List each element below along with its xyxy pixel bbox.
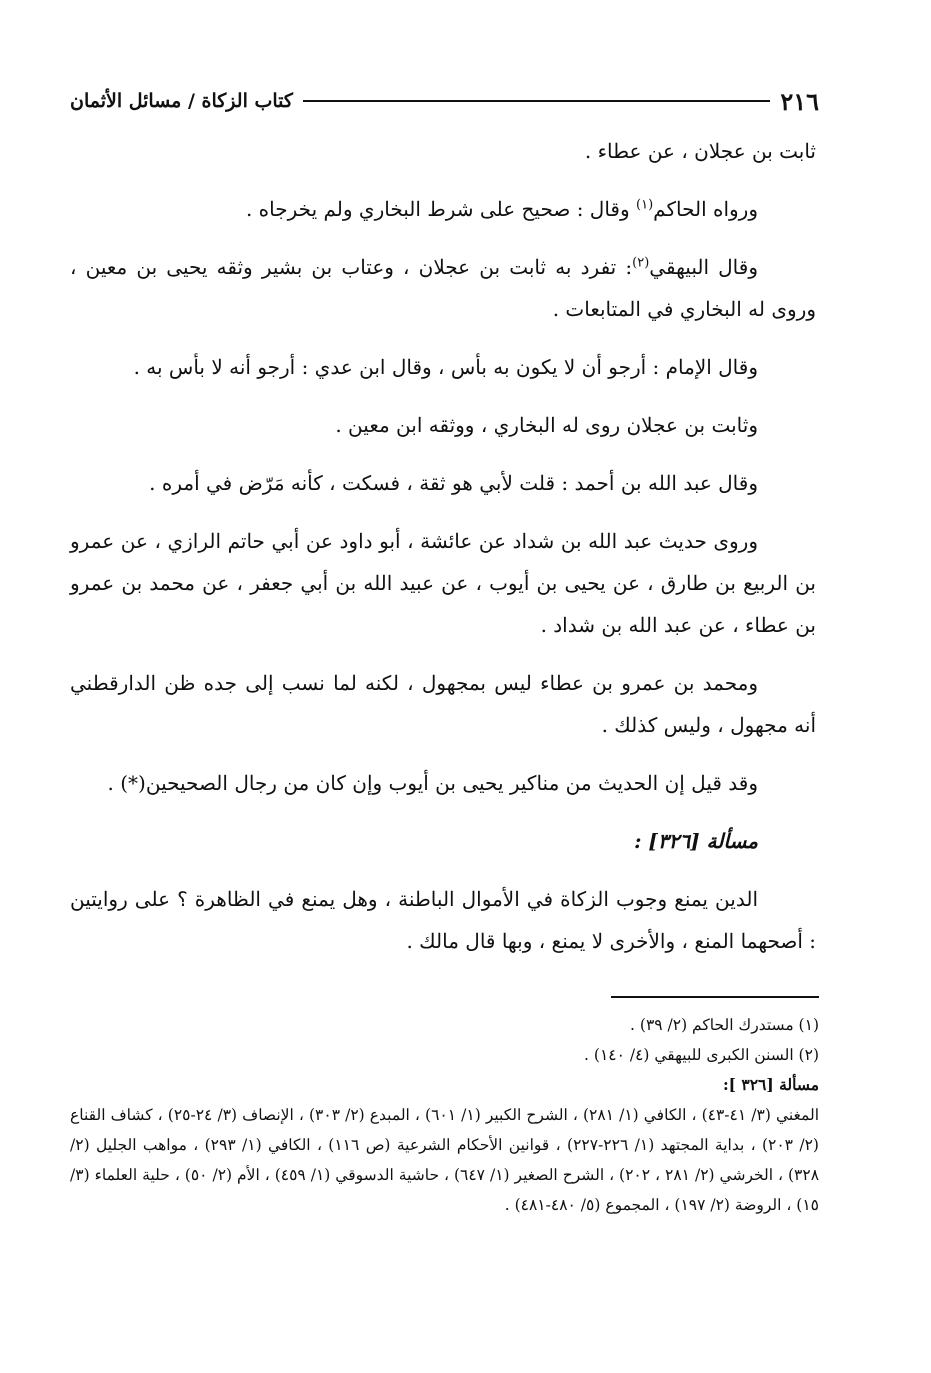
running-title: كتاب الزكاة / مسائل الأثمان — [70, 90, 293, 112]
header-rule — [303, 100, 770, 102]
paragraph-2-end: وقال : صحيح على شرط البخاري ولم يخرجاه . — [245, 197, 636, 221]
paragraph-2 — [70, 188, 816, 230]
paragraph-6: وقال عبد الله بن أحمد : قلت لأبي هو ثقة ، فسكت ، كأنه مَرّض في أمره . — [149, 471, 758, 495]
paragraph-7: وروى حديث عبد الله بن شداد عن عائشة ، أبو داود عن أبي حاتم الرازي ، عن عمرو بن الربيع بن طارق ، عن يحيى بن أيوب ، عن عبيد الله بن أبي جعفر ، عن محمد بن عمرو بن عطاء ، عن عبد الله بن شداد . — [70, 529, 816, 637]
masala-heading: مسألة [٣٢٦] : — [634, 829, 758, 853]
page-header — [70, 86, 819, 116]
page-number: ٢١٦ — [780, 86, 819, 116]
footnote-masala-references: المغني (٣/ ٤١-٤٣) ، الكافي (١/ ٢٨١) ، الشرح الكبير (١/ ٦٠١) ، المبدع (٢/ ٣٠٣) ، الإنصاف (٣/ ٢٤-٢٥) ، كشاف القناع (٢/ ٢٠٣) ، بداية المجتهد (١/ ٢٢٦-٢٢٧) ، قوانين الأحكام الشرعية (ص ١١٦) ، الكافي (١/ ٢٩٣) ، مواهب الجليل (٢/ ٣٢٨) ، الخرشي (٢/ ٢٨١ ، ٢٠٢) ، الشرح الصغير (١/ ٦٤٧) ، حاشية الدسوقي (١/ ٤٥٩) ، الأم (٢/ ٥٠) ، حلية العلماء (٣/ ١٥) ، الروضة (٢/ ١٩٧) ، المجموع (٥/ ٤٨٠-٤٨١) . — [70, 1106, 820, 1214]
paragraph-8: ومحمد بن عمرو بن عطاء ليس بمجهول ، لكنه لما نسب إلى جده ظن الدارقطني أنه مجهول ، وليس كذلك . — [70, 671, 816, 737]
footnote-2: (٢) السنن الكبرى للبيهقي (٤/ ١٤٠) . — [584, 1046, 819, 1064]
paragraph-9: وقد قيل إن الحديث من مناكير يحيى بن أيوب وإن كان من رجال الصحيحين(*) . — [107, 771, 758, 795]
paragraph-3 — [70, 246, 816, 330]
main-text — [70, 130, 816, 978]
footnote-ref-1[interactable]: (١) — [636, 197, 654, 213]
footnote-separator — [611, 996, 819, 998]
footnote-1: (١) مستدرك الحاكم (٢/ ٣٩) . — [630, 1016, 819, 1034]
footnote-ref-2[interactable]: (٢) — [632, 255, 650, 271]
paragraph-2-start: ورواه الحاكم — [653, 197, 758, 221]
footnote-masala-title: مسألة [٣٢٦ ]: — [722, 1075, 819, 1094]
paragraph-5: وثابت بن عجلان روى له البخاري ، ووثقه ابن معين . — [335, 413, 758, 437]
paragraph-4: وقال الإمام : أرجو أن لا يكون به بأس ، وقال ابن عدي : أرجو أنه لا بأس به . — [133, 355, 758, 379]
footnotes — [70, 1010, 819, 1220]
paragraph-3-end: : تفرد به ثابت بن عجلان ، وعتاب بن بشير وثقه يحيى بن معين ، وروى له البخاري في المتابعات . — [70, 255, 816, 321]
paragraph-10: الدين يمنع وجوب الزكاة في الأموال الباطنة ، وهل يمنع في الظاهرة ؟ على روايتين : أصحهما المنع ، والأخرى لا يمنع ، وبها قال مالك . — [70, 887, 816, 953]
paragraph-1: ثابت بن عجلان ، عن عطاء . — [584, 139, 816, 163]
paragraph-3-start: وقال البيهقي — [649, 255, 758, 279]
